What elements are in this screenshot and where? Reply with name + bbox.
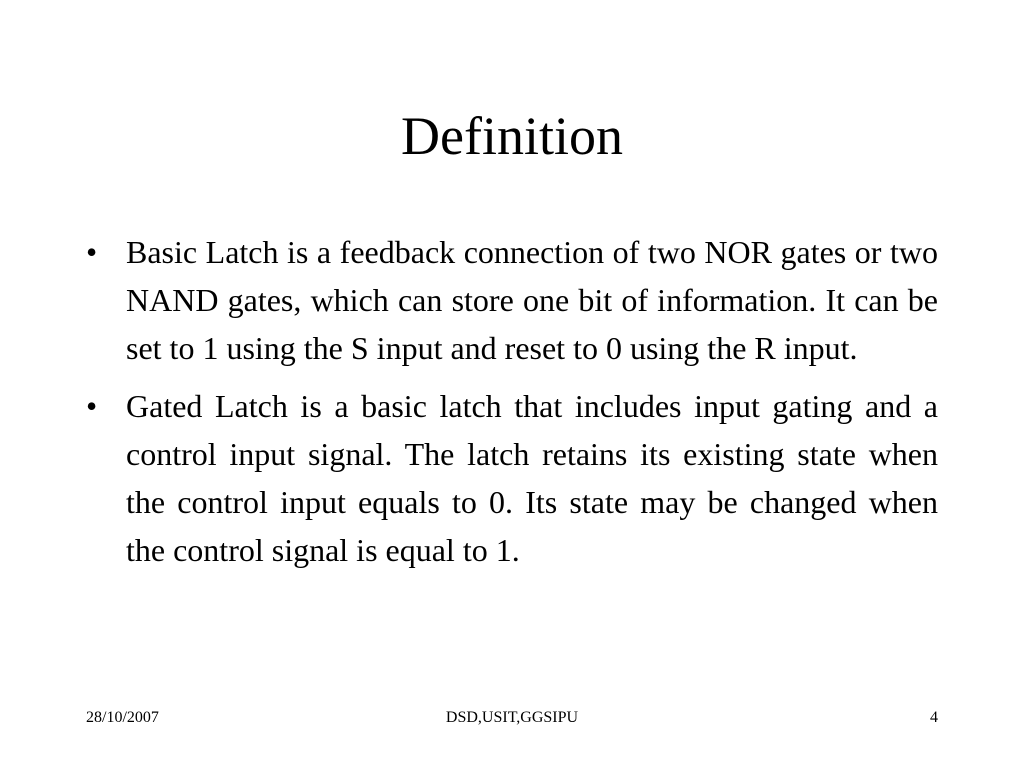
slide-title: Definition	[401, 106, 623, 166]
footer-center-text: DSD,USIT,GGSIPU	[445, 709, 579, 726]
bullet-text: Gated Latch is a basic latch that includes input gating and a control input signal. The latch retains its existing state when the control input equals to 0. Its state may be changed when the control signal is equal to 1.	[126, 388, 938, 568]
bullet-list	[86, 228, 938, 584]
footer-page-number: 4	[930, 709, 938, 726]
bullet-marker-icon: •	[86, 388, 98, 424]
bullet-item-basic-latch	[86, 228, 938, 372]
bullet-text: Basic Latch is a feedback connection of two NOR gates or two NAND gates, which can store one bit of information. It can be set to 1 using the S input and reset to 0 using the R input.	[126, 234, 938, 366]
footer-date: 28/10/2007	[86, 709, 159, 726]
bullet-marker-icon: •	[86, 234, 98, 270]
bullet-item-gated-latch	[86, 382, 938, 574]
